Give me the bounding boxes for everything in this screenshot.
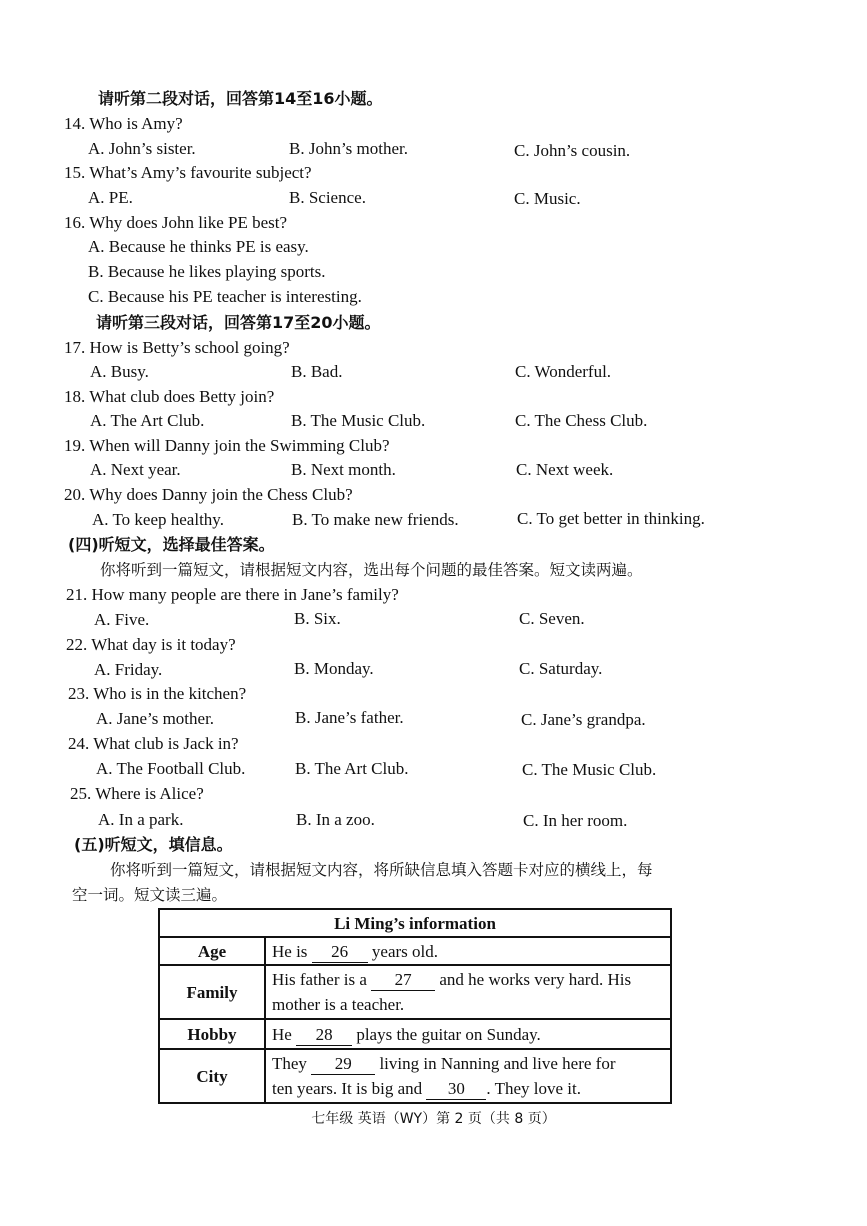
q19-option-b: B. Next month. [291, 460, 396, 479]
q15-option-b: B. Science. [289, 188, 366, 207]
question-24: 24. What club is Jack in? [68, 734, 239, 753]
q20-option-b: B. To make new friends. [292, 510, 459, 529]
q23-option-c: C. Jane’s grandpa. [521, 710, 646, 729]
blank-30: 30 [426, 1079, 486, 1100]
q22-option-a: A. Friday. [94, 660, 163, 679]
section2-intro: 请听第二段对话，回答第14至16小题。 [98, 89, 383, 108]
blank-28: 28 [296, 1025, 352, 1046]
q25-option-b: B. In a zoo. [296, 810, 375, 829]
table-title: Li Ming’s information [159, 909, 671, 937]
blank-27: 27 [371, 970, 435, 991]
question-23: 23. Who is in the kitchen? [68, 684, 247, 703]
q23-option-b: B. Jane’s father. [295, 708, 404, 727]
q18-option-b: B. The Music Club. [291, 411, 426, 430]
q14-option-a: A. John’s sister. [88, 139, 196, 158]
q16-option-c: C. Because his PE teacher is interesting. [88, 287, 362, 306]
q20-option-a: A. To keep healthy. [92, 510, 224, 529]
row-content-age [265, 937, 671, 965]
q14-option-c: C. John’s cousin. [514, 141, 631, 160]
q14-option-b: B. John’s mother. [289, 139, 409, 158]
q16-option-b: B. Because he likes playing sports. [88, 262, 326, 281]
q15-option-a: A. PE. [88, 188, 133, 207]
blank-29: 29 [311, 1054, 375, 1075]
row-text: mother is a teacher. [272, 995, 405, 1014]
part5-instruction-line2: 空一词。短文读三遍。 [72, 886, 228, 904]
row-text: His father is a [272, 970, 372, 989]
table-row [159, 1019, 671, 1049]
q20-option-c: C. To get better in thinking. [517, 509, 705, 528]
row-label-family: Family [159, 965, 265, 1019]
part5-instruction-line1: 你将听到一篇短文，请根据短文内容，将所缺信息填入答题卡对应的横线上，每 [110, 861, 653, 879]
q24-option-c: C. The Music Club. [522, 760, 657, 779]
question-20: 20. Why does Danny join the Chess Club? [64, 485, 353, 504]
q21-option-a: A. Five. [94, 610, 150, 629]
q24-option-b: B. The Art Club. [295, 759, 409, 778]
question-16: 16. Why does John like PE best? [64, 213, 288, 232]
q22-option-b: B. Monday. [294, 659, 374, 678]
info-table [158, 908, 672, 1104]
q19-option-a: A. Next year. [90, 460, 181, 479]
part4-instruction: 你将听到一篇短文，请根据短文内容，选出每个问题的最佳答案。短文读两遍。 [100, 561, 643, 579]
q17-option-a: A. Busy. [90, 362, 149, 381]
row-text: He is [272, 941, 312, 961]
question-14: 14. Who is Amy? [64, 114, 183, 133]
q25-option-c: C. In her room. [523, 811, 628, 830]
row-label-age: Age [159, 937, 265, 965]
row-text: ten years. It is big and [272, 1079, 427, 1098]
table-row [159, 1049, 671, 1103]
q18-option-c: C. The Chess Club. [515, 411, 648, 430]
question-22: 22. What day is it today? [66, 635, 236, 654]
q24-option-a: A. The Football Club. [96, 759, 246, 778]
row-text: living in Nanning and live here for [375, 1054, 616, 1073]
q15-option-c: C. Music. [514, 189, 581, 208]
q21-option-b: B. Six. [294, 609, 341, 628]
q23-option-a: A. Jane’s mother. [96, 709, 215, 728]
question-17: 17. How is Betty’s school going? [64, 338, 290, 357]
part5-heading: (五)听短文，填信息。 [74, 835, 233, 854]
q21-option-c: C. Seven. [519, 609, 585, 628]
row-text: and he works very hard. His [435, 970, 632, 989]
blank-26: 26 [312, 942, 368, 963]
row-text: years old. [367, 941, 439, 961]
section3-intro: 请听第三段对话，回答第17至20小题。 [96, 313, 381, 332]
row-text: plays the guitar on Sunday. [352, 1024, 541, 1044]
q25-option-a: A. In a park. [98, 810, 184, 829]
q18-option-a: A. The Art Club. [90, 411, 205, 430]
row-content-hobby [265, 1019, 671, 1049]
question-18: 18. What club does Betty join? [64, 387, 275, 406]
table-row [159, 937, 671, 965]
question-25: 25. Where is Alice? [70, 784, 204, 803]
question-19: 19. When will Danny join the Swimming Club? [64, 436, 390, 455]
table-row [159, 965, 671, 1019]
row-content-family [265, 965, 671, 1019]
q17-option-b: B. Bad. [291, 362, 343, 381]
q16-option-a: A. Because he thinks PE is easy. [88, 237, 309, 256]
row-text: . They love it. [486, 1079, 581, 1098]
row-text: He [272, 1024, 297, 1044]
question-21: 21. How many people are there in Jane’s family? [66, 585, 399, 604]
q17-option-c: C. Wonderful. [515, 362, 612, 381]
part4-heading: (四)听短文，选择最佳答案。 [68, 535, 275, 554]
row-label-hobby: Hobby [159, 1019, 265, 1049]
q22-option-c: C. Saturday. [519, 659, 603, 678]
row-content-city [265, 1049, 671, 1103]
table-title-row [159, 909, 671, 937]
q19-option-c: C. Next week. [516, 460, 614, 479]
row-text: They [272, 1054, 312, 1073]
question-15: 15. What’s Amy’s favourite subject? [64, 163, 312, 182]
row-label-city: City [159, 1049, 265, 1103]
page-footer: 七年级 英语（WY）第 2 页（共 8 页） [311, 1111, 556, 1127]
